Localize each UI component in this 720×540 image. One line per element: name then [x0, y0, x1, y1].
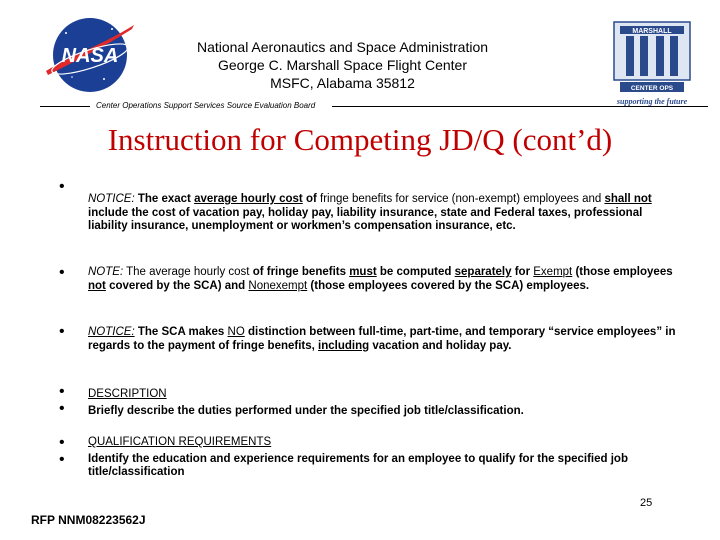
bullet: •	[59, 264, 65, 281]
text: The exact	[134, 193, 195, 205]
emphasis: NO	[227, 326, 245, 338]
msfc-logo-text: MARSHALL	[632, 28, 672, 35]
emphasis: shall not	[604, 193, 652, 205]
emphasis: must	[349, 266, 377, 278]
text: vacation and holiday pay.	[369, 339, 512, 352]
bullet: •	[59, 178, 65, 195]
msfc-logo	[612, 20, 692, 110]
text: covered by the SCA) and	[105, 279, 249, 292]
bullet: •	[59, 323, 65, 340]
text: The SCA makes	[134, 326, 228, 338]
qualification-heading: QUALIFICATION REQUIREMENTS	[88, 436, 272, 448]
text: fringe benefits for service (non-exempt) employees and	[320, 193, 605, 205]
description-item	[88, 386, 678, 420]
center-name: George C. Marshall Space Flight Center	[218, 57, 467, 73]
text: (those employees	[572, 266, 673, 278]
description-text: Briefly describe the duties performed under the specified job title/classification.	[88, 405, 524, 417]
emphasis: Exempt	[533, 266, 573, 278]
note-label: NOTE:	[88, 266, 124, 278]
text: be computed	[376, 266, 455, 278]
bullet: •	[59, 400, 65, 417]
text: (those employees covered by the SCA) employees.	[307, 279, 590, 292]
msfc-logo-sub: CENTER OPS	[630, 85, 674, 92]
emphasis: not	[88, 279, 106, 292]
header-rule-left	[40, 106, 90, 107]
rfp-number: RFP NNM08223562J	[31, 513, 146, 527]
qualification-text: Identify the education and experience requirements for an employee to qualify for the specified job title/classification	[88, 452, 628, 478]
note-exempt-nonexempt	[88, 266, 678, 293]
nasa-logo-text: NASA	[61, 45, 119, 67]
org-name: National Aeronautics and Space Administration	[196, 39, 489, 55]
bullet: •	[59, 434, 65, 451]
text: distinction between full-time, part-time, and temporary “service employees” in regards to the payment of fringe benefits,	[88, 326, 676, 352]
bullet: •	[59, 383, 65, 400]
header-org-block	[150, 38, 535, 92]
center-address: MSFC, Alabama 35812	[270, 75, 415, 91]
notice-label: NOTICE:	[88, 193, 135, 205]
text: for	[511, 266, 534, 278]
notice-fringe-cost	[88, 193, 678, 234]
msfc-logo-tagline: supporting the future	[616, 97, 688, 106]
notice-sca-distinction	[88, 326, 678, 353]
nasa-logo	[42, 15, 138, 95]
bullet: •	[59, 451, 65, 468]
emphasis: including	[318, 339, 370, 352]
emphasis: separately	[454, 266, 512, 278]
qualification-item	[88, 436, 678, 480]
emphasis: Nonexempt	[248, 279, 308, 292]
text: of fringe benefits	[252, 266, 350, 278]
text: of	[302, 193, 320, 205]
text: include the cost of vacation pay, holiday pay, liability insurance, state and Federal taxes, professional liability insurance, unemployment or workmen’s compensation insurance, etc.	[88, 206, 643, 232]
emphasis: average hourly cost	[194, 193, 303, 205]
slide-title: Instruction for Competing JD/Q (cont’d)	[107, 122, 613, 157]
board-name: Center Operations Support Services Source Evaluation Board	[96, 101, 316, 110]
notice-label: NOTICE:	[88, 326, 135, 338]
page-number: 25	[640, 497, 653, 509]
text: The average hourly cost	[123, 266, 253, 278]
description-heading: DESCRIPTION	[88, 388, 167, 400]
